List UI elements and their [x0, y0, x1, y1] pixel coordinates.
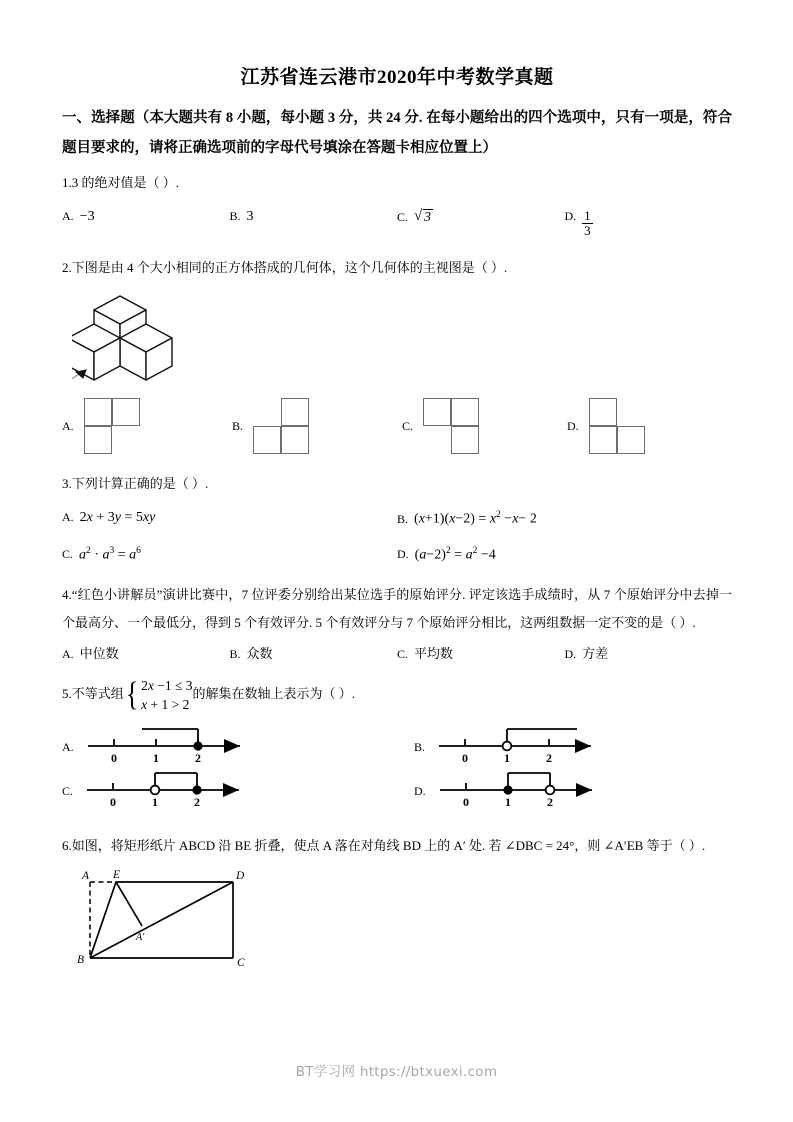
axis-arrow-icon: [575, 739, 591, 753]
tick-label-0: 0: [462, 795, 469, 810]
tick-label-2: 2: [546, 751, 553, 766]
option-label-a: A.: [62, 647, 74, 662]
page-content: [62, 52, 732, 982]
vertex-label-A: A: [82, 870, 90, 883]
question-6-stem: 6.如图，将矩形纸片 ABCD 沿 BE 折叠，使点 A 落在对角线 BD 上的 A′ 处. 若 ∠DBC = 24°，则 ∠A′EB 等于（ ）.: [62, 838, 706, 854]
section-heading: 一、选择题（本大题共有 8 小题，每小题 3 分，共 24 分. 在每小题给出的四个选项中，只有一项是，符合题目要求的，请将正确选项前的字母代号填涂在答题卡相应位置上）: [62, 110, 732, 156]
question-4-option-b[interactable]: [230, 643, 398, 662]
question-1: [62, 169, 732, 238]
option-b-value: 众数: [246, 646, 273, 662]
front-view-shape-b: [253, 398, 309, 454]
question-4: [62, 581, 732, 662]
question-4-stem: 4.“红色小讲解员”演讲比赛中，7 位评委分别给出某位选手的原始评分. 评定该选手成绩时，从 7 个原始评分中去掉一个最高分、一个最低分，得到 5 个有效评分. 5 个有效评分与 7 个原始评分相比，这两组数据一定不变的是（ ）.: [62, 587, 732, 631]
option-c-value: $a^2 \cdot a^3 = a^6$: [79, 545, 141, 563]
tick-label-1: 1: [504, 751, 511, 766]
question-2-figure: [62, 288, 732, 390]
option-label-c: C.: [62, 784, 74, 799]
option-label-a: A.: [62, 740, 74, 755]
option-a-value: 2x + 3y = 5xy: [79, 510, 156, 526]
option-b-value: 3: [246, 209, 254, 224]
option-label-c: C.: [397, 647, 409, 662]
vertex-label-E: E: [113, 869, 121, 882]
question-5-option-c[interactable]: [62, 768, 269, 810]
system-line-2: x + 1 > 2: [141, 697, 190, 713]
question-5-option-b[interactable]: [414, 724, 621, 766]
question-3-stem: 3.下列计算正确的是（ ）.: [62, 476, 209, 492]
axis-arrow-icon: [576, 783, 592, 797]
question-3: [62, 470, 732, 563]
axis-arrow-icon: [224, 739, 240, 753]
option-d-value: 方差: [582, 646, 609, 662]
grid-cell: [589, 426, 617, 454]
question-5-options-row-2: [62, 768, 732, 810]
option-label-c: C.: [62, 547, 74, 562]
closed-dot-icon: [192, 786, 201, 795]
rectangle-fold-diagram: [70, 868, 290, 980]
question-5-option-a[interactable]: [62, 724, 270, 766]
open-dot-icon: [503, 742, 512, 751]
option-label-b: B.: [229, 647, 241, 662]
open-dot-icon: [151, 786, 160, 795]
cube-solid-icon: [72, 288, 242, 388]
inequality-system: [124, 676, 193, 714]
option-a-value: −3: [79, 209, 95, 224]
front-view-shape-d: [589, 398, 645, 454]
tick-label-1: 1: [152, 795, 159, 810]
number-line-c: [79, 768, 269, 810]
question-2-option-c[interactable]: [402, 398, 479, 454]
sqrt-icon: [414, 209, 433, 226]
question-6: [62, 832, 732, 980]
arrow-head-icon: [76, 370, 86, 378]
option-label-a: A.: [62, 209, 74, 223]
closed-dot-icon: [193, 742, 202, 751]
question-3-option-b[interactable]: [397, 510, 732, 528]
axis-arrow-icon: [223, 783, 239, 797]
fraction-numerator: 1: [584, 208, 591, 223]
question-2-option-a[interactable]: [62, 398, 140, 454]
closed-dot-icon: [503, 786, 512, 795]
question-5-stem-after: 的解集在数轴上表示为（ ）.: [192, 686, 356, 702]
question-1-option-c[interactable]: [397, 209, 565, 238]
question-5-stem-before: 5.不等式组: [62, 686, 124, 702]
grid-cell: [281, 426, 309, 454]
question-5-option-d[interactable]: [414, 768, 622, 810]
grid-cell: [423, 398, 451, 426]
option-label-a: A.: [62, 510, 74, 525]
grid-cell: [281, 398, 309, 426]
question-1-stem: 1.3 的绝对值是（ ）.: [62, 175, 180, 190]
option-c-radicand: 3: [424, 210, 432, 225]
option-label-d: D.: [564, 209, 577, 223]
question-1-options: [62, 209, 732, 238]
grid-cell: [617, 426, 645, 454]
option-label-d: D.: [397, 547, 409, 562]
system-line-1: 2x −1 ≤ 3: [141, 678, 193, 694]
tick-label-1: 1: [504, 795, 511, 810]
option-label-b: B.: [229, 209, 241, 223]
grid-cell: [84, 426, 112, 454]
option-label-b: B.: [397, 511, 409, 526]
tick-label-2: 2: [546, 795, 553, 810]
open-dot-icon: [545, 786, 554, 795]
front-view-shape-a: [84, 398, 140, 454]
question-2-option-d[interactable]: [567, 398, 645, 454]
question-3-options-row-2: [62, 546, 732, 564]
tick-label-2: 2: [194, 795, 201, 810]
tick-label-1: 1: [152, 751, 159, 766]
question-4-option-a[interactable]: [62, 643, 230, 662]
tick-label-0: 0: [462, 751, 469, 766]
question-6-figure: [70, 868, 732, 980]
option-label-d: D.: [564, 647, 577, 662]
question-5-options-row-1: [62, 724, 732, 766]
option-a-value: 中位数: [79, 646, 119, 662]
question-3-option-c[interactable]: [62, 546, 397, 564]
grid-cell: [589, 398, 617, 426]
question-3-option-a[interactable]: [62, 510, 397, 528]
question-2-stem: 2.下图是由 4 个大小相同的正方体搭成的几何体，这个几何体的主视图是（ ）.: [62, 260, 508, 276]
question-1-option-a[interactable]: [62, 209, 230, 238]
question-2-option-b[interactable]: [232, 398, 309, 454]
number-line-b: [431, 724, 621, 766]
option-d-value: $(a-2)^2 = a^2 -4$: [414, 545, 496, 563]
option-label-d: D.: [567, 418, 579, 433]
option-label-b: B.: [414, 740, 426, 755]
question-2: [62, 254, 732, 454]
question-3-options-row-1: [62, 510, 732, 528]
number-line-d: [432, 768, 622, 810]
question-4-option-d[interactable]: [565, 643, 733, 662]
question-5-stem: [62, 676, 732, 714]
brace-icon: {: [125, 676, 139, 714]
vertex-label-D: D: [236, 870, 245, 883]
grid-cell: [253, 426, 281, 454]
question-5: [62, 676, 732, 810]
grid-cell: [451, 426, 479, 454]
page-footer: BT学习网 https://btxuexi.com: [295, 1064, 498, 1080]
option-label-b: B.: [232, 418, 244, 433]
option-label-d: D.: [414, 784, 426, 799]
number-line-a: [80, 724, 270, 766]
grid-cell: [112, 398, 140, 426]
option-label-c: C.: [402, 418, 414, 433]
option-label-a: A.: [62, 418, 74, 433]
option-label-c: C.: [397, 210, 409, 224]
system-rows: [141, 676, 192, 714]
page-title: 江苏省连云港市2020年中考数学真题: [240, 67, 554, 88]
tick-label-0: 0: [110, 795, 117, 810]
vertex-label-B: B: [77, 954, 85, 967]
front-view-shape-c: [423, 398, 479, 454]
option-c-value: 平均数: [414, 646, 454, 662]
question-3-option-d[interactable]: [397, 546, 732, 564]
question-4-option-c[interactable]: [397, 643, 565, 662]
vertex-label-A-prime: A′: [136, 932, 145, 944]
option-d-fraction: [582, 209, 593, 238]
vertex-label-C: C: [237, 957, 245, 970]
question-1-option-d[interactable]: [565, 209, 733, 238]
question-2-options: [62, 398, 732, 454]
tick-label-0: 0: [110, 751, 117, 766]
tick-label-2: 2: [194, 751, 201, 766]
question-1-option-b[interactable]: [230, 209, 398, 238]
grid-cell: [451, 398, 479, 426]
option-b-value: $(x+1)(x-2) = x^2 -x- 2$: [414, 510, 537, 527]
question-4-options: [62, 643, 732, 662]
fraction-denominator: 3: [584, 223, 591, 239]
grid-cell: [84, 398, 112, 426]
